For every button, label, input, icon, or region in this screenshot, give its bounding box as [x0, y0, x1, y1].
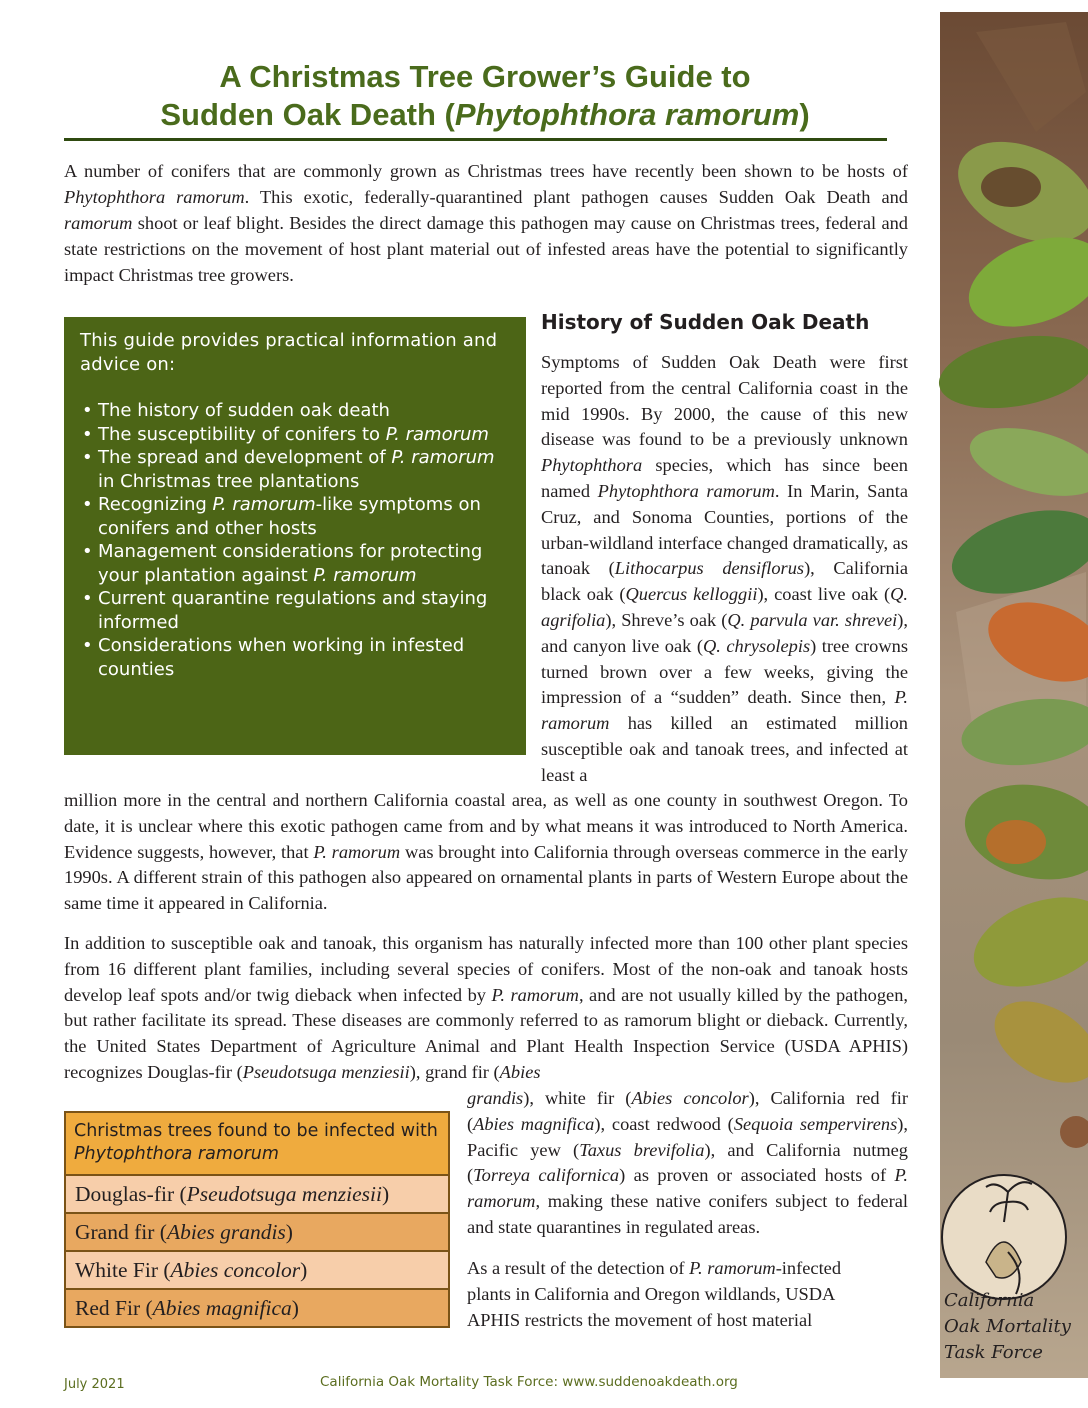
text-run: The spread and development of: [98, 447, 392, 468]
infected-trees-table: [64, 1111, 450, 1328]
italic-text: Pseudotsuga menziesii: [186, 1182, 382, 1206]
guide-box-list: [80, 399, 512, 681]
italic-text: Abies concolor: [170, 1258, 301, 1282]
title-rule: [64, 138, 887, 141]
italic-text: Pseudotsuga menziesii: [242, 1061, 410, 1082]
logo-line: California: [944, 1290, 1035, 1311]
text-run: ), California red fir (: [467, 1088, 908, 1134]
italic-text: P. ramorum: [212, 494, 316, 515]
italic-text: P. ramorum: [313, 841, 401, 862]
text-run: Douglas-fir (: [75, 1182, 187, 1206]
text-run: Grand fir (: [75, 1220, 167, 1244]
text-run: ), Pacific yew (: [467, 1113, 908, 1160]
guide-box: [64, 317, 526, 755]
history-paragraph-column: [541, 350, 908, 789]
text-run: . This exotic, federally-quarantined plant pathogen causes Sudden Oak Death and: [244, 187, 908, 207]
text-run: ), California black oak (: [541, 558, 908, 605]
text-run: -infected plants in California and Oregon wildlands, USDA APHIS restricts the movement of host material: [467, 1258, 842, 1330]
italic-text: Q. parvula var. shrevei: [727, 609, 898, 630]
text-run: in Christmas tree plantations: [98, 470, 360, 492]
italic-text: Phytophthora ramorum: [64, 187, 245, 207]
list-item: [80, 493, 512, 540]
list-item: [80, 540, 512, 587]
table-row: [66, 1290, 448, 1326]
italic-text: P. ramorum: [467, 1165, 908, 1212]
list-item: [80, 446, 512, 493]
text-run: ) as proven or associated hosts of: [619, 1165, 895, 1186]
history-heading: History of Sudden Oak Death: [541, 310, 870, 334]
leaf-collage-image: [916, 12, 1088, 1378]
text-run: was brought into California through overseas commerce in the early 1990s. A different strain of this pathogen also appeared on ornamental plants in parts of Western Europe about the same time it appeared in California.: [64, 841, 908, 914]
italic-text: Quercus kelloggii: [625, 584, 758, 605]
guide-box-intro: This guide provides practical information and advice on:: [80, 330, 498, 375]
list-item: [80, 423, 512, 447]
text-run: ): [291, 1296, 299, 1320]
history-paragraph-full: [64, 788, 908, 917]
italic-text: P. ramorum: [385, 423, 489, 445]
text-run: ), and California nutmeg (: [467, 1139, 908, 1186]
italic-text: Abies grandis: [166, 1220, 286, 1244]
italic-text: P. ramorum: [491, 984, 579, 1005]
text-run: Considerations when working in infested counties: [98, 635, 465, 680]
text-run: ), and canyon live oak (: [541, 609, 908, 656]
text-run: Recognizing: [98, 494, 213, 515]
title-line-2-suffix: ): [799, 97, 810, 132]
table-row: [66, 1252, 448, 1290]
italic-text: P. ramorum: [313, 564, 417, 586]
regulation-paragraph: [467, 1256, 887, 1333]
title-line-2-prefix: Sudden Oak Death (: [160, 97, 455, 132]
text-run: ): [381, 1182, 390, 1206]
logo-line: Task Force: [944, 1342, 1043, 1363]
text-run: has killed an estimated million susceptible oak and tanoak trees, and infected at least a: [541, 713, 908, 785]
text-run: ), grand fir (: [409, 1061, 500, 1082]
text-run: The susceptibility of conifers to: [98, 423, 386, 445]
text-run: Red Fir (: [75, 1296, 153, 1320]
list-item: [80, 634, 512, 681]
text-run: As a result of the detection of: [467, 1258, 690, 1278]
hosts-paragraph-column: [467, 1086, 908, 1241]
text-run: , making these native conifers subject to federal and state quarantines in regulated areas.: [467, 1191, 908, 1237]
list-item: [80, 399, 512, 423]
infected-trees-table-header: [66, 1113, 448, 1176]
text-run: species, which has since been named: [541, 455, 908, 501]
text-run: ): [285, 1220, 293, 1244]
text-run: ): [300, 1258, 308, 1282]
text-run: Christmas trees found to be infected with: [74, 1121, 438, 1141]
page-title: [60, 58, 910, 134]
text-run: ), white fir (: [523, 1088, 632, 1108]
list-item: [80, 587, 512, 634]
italic-text: Q. chrysolepis: [702, 635, 811, 656]
footer-website: California Oak Mortality Task Force: www.suddenoakdeath.org: [320, 1374, 738, 1390]
italic-text: Torreya californica: [473, 1165, 620, 1186]
intro-paragraph: [64, 158, 908, 288]
italic-text: Abies magnifica: [473, 1113, 595, 1134]
footer-date: July 2021: [64, 1377, 125, 1392]
italic-text: P. ramorum: [689, 1258, 776, 1278]
italic-text: Sequoia sempervirens: [733, 1113, 898, 1134]
text-run: Management considerations for protecting your plantation against: [98, 541, 483, 586]
italic-text: P. ramorum: [391, 447, 495, 468]
text-run: In addition to susceptible oak and tanoak, this organism has naturally infected more than 100 other plant species from 16 different plant families, including several species of conifers. Most of the non-oak and tanoak hosts develop leaf spots and/or twig dieback when infected by: [64, 933, 908, 1005]
text-run: White Fir (: [75, 1258, 171, 1282]
italic-text: Abies concolor: [631, 1088, 749, 1108]
title-line-2-italic: Phytophthora ramorum: [454, 97, 800, 132]
table-row: [66, 1176, 448, 1214]
hosts-paragraph-full: [64, 931, 908, 1086]
italic-text: grandis: [467, 1088, 524, 1108]
cotmf-logo-text: [944, 1288, 1084, 1366]
text-run: shoot or leaf blight. Besides the direct damage this pathogen may cause on Christmas trees, federal and state restrictions on the movement of host plant material out of infested areas have the potential to significantly impact Christmas tree growers.: [64, 213, 908, 285]
italic-text: Abies magnifica: [152, 1296, 292, 1320]
logo-line: Oak Mortality: [944, 1316, 1071, 1337]
text-run: ), Shreve’s oak (: [605, 609, 728, 630]
table-row: [66, 1214, 448, 1252]
text-run: ) tree crowns turned brown over a few weeks, giving the impression of a “sudden” death. Since then,: [541, 635, 908, 708]
italic-text: ramorum: [64, 213, 133, 233]
text-run: -like symptoms on conifers and other hosts: [98, 494, 481, 539]
italic-text: Lithocarpus densiflorus: [614, 558, 805, 579]
text-run: Current quarantine regulations and staying informed: [98, 588, 488, 633]
text-run: The history of sudden oak death: [98, 400, 390, 421]
text-run: . In Marin, Santa Cruz, and Sonoma Counties, portions of the urban-wildland interface changed dramatically, as tanoak (: [541, 480, 908, 579]
italic-text: Phytophthora ramorum: [597, 480, 775, 501]
text-run: ), coast live oak (: [757, 584, 891, 605]
title-line-1: A Christmas Tree Grower’s Guide to: [219, 59, 751, 94]
italic-text: Abies: [499, 1061, 541, 1082]
italic-text: P. ramorum: [541, 687, 908, 734]
text-run: million more in the central and northern California coastal area, as well as one county in southwest Oregon. To date, it is unclear where this exotic pathogen came from and by what means it was introduced to North America. Evidence suggests, however, that: [64, 790, 908, 862]
text-run: , and are not usually killed by the pathogen, but rather facilitate its spread. These diseases are commonly referred to as ramorum blight or dieback. Currently, the United States Department of Agriculture Animal and Plant Health Inspection Service (USDA APHIS) recognizes Douglas-fir (: [64, 984, 908, 1082]
text-run: Symptoms of Sudden Oak Death were first reported from the central California coast in the mid 1990s. By 2000, the cause of this new disease was found to be a previously unknown: [541, 352, 908, 450]
text-run: A number of conifers that are commonly grown as Christmas trees have recently been shown to be hosts of: [64, 161, 908, 181]
italic-text: Q. agrifolia: [541, 584, 909, 630]
italic-text: Phytophthora ramorum: [74, 1144, 279, 1164]
italic-text: Taxus brevifolia: [579, 1139, 705, 1160]
text-run: ), coast redwood (: [594, 1113, 734, 1134]
italic-text: Phytophthora: [541, 455, 643, 476]
